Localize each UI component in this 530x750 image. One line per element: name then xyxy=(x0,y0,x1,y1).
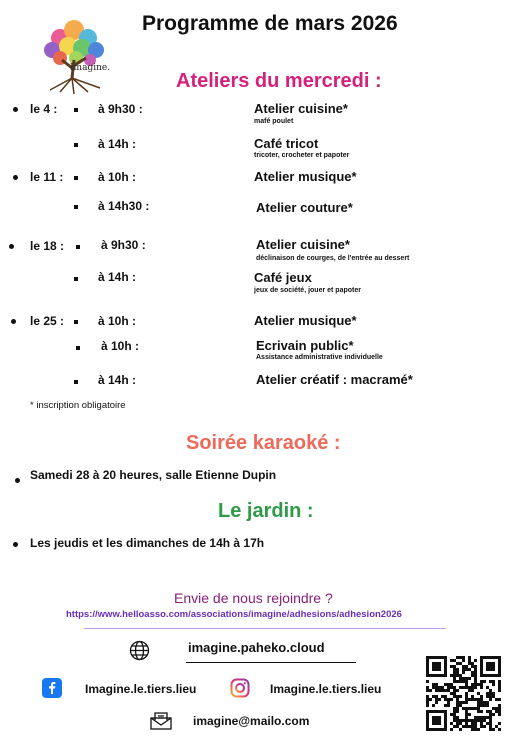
join-text: Envie de nous rejoindre ? xyxy=(174,590,333,606)
bullet-dot xyxy=(13,107,18,112)
instagram-icon[interactable] xyxy=(230,678,250,698)
row-activity: Atelier musique* xyxy=(254,169,357,184)
bullet-square xyxy=(74,277,78,281)
bullet-dot xyxy=(11,319,16,324)
bullet-dot xyxy=(9,244,14,249)
bullet-dot xyxy=(15,478,20,483)
email-address[interactable]: imagine@mailo.com xyxy=(193,714,310,728)
bullet-square xyxy=(74,143,78,147)
logo-text: Imagine. xyxy=(70,63,111,73)
row-detail: tricoter, crocheter et papoter xyxy=(254,152,350,159)
row-detail: déclinaison de courges, de l'entrée au dessert xyxy=(256,255,410,262)
join-link[interactable]: https://www.helloasso.com/associations/imagine/adhesions/adhesion2026 xyxy=(66,609,402,620)
row-activity: Atelier couture* xyxy=(256,200,353,215)
row-time: à 14h : xyxy=(98,373,137,387)
page-title: Programme de mars 2026 xyxy=(142,12,398,35)
row-time: à 9h30 : xyxy=(101,238,146,252)
website-underline xyxy=(186,662,356,663)
row-detail: jeux de société, jouer et papoter xyxy=(254,287,361,294)
bullet-square xyxy=(76,346,80,350)
row-time: à 14h : xyxy=(98,137,137,151)
row-date: le 25 : xyxy=(30,314,65,328)
row-time: à 10h : xyxy=(98,170,137,184)
row-date: le 18 : xyxy=(30,239,65,253)
website-link[interactable]: imagine.paheko.cloud xyxy=(188,640,325,655)
bullet-square xyxy=(74,108,78,112)
row-activity: Atelier cuisine* xyxy=(256,237,350,252)
facebook-icon[interactable] xyxy=(42,678,62,698)
row-date: le 11 : xyxy=(30,170,64,184)
row-date: le 4 : xyxy=(30,102,58,116)
row-detail: mafé poulet xyxy=(254,118,294,125)
row-activity: Atelier musique* xyxy=(254,313,357,328)
row-activity: Café jeux xyxy=(254,270,312,285)
row-detail: Assistance administrative individuelle xyxy=(256,354,383,361)
jardin-heading: Le jardin : xyxy=(218,500,314,522)
row-time: à 14h30 : xyxy=(98,199,150,213)
row-activity: Café tricot xyxy=(254,136,319,151)
ateliers-heading: Ateliers du mercredi : xyxy=(176,70,382,92)
instagram-handle[interactable]: Imagine.le.tiers.lieu xyxy=(270,682,382,696)
row-time: à 9h30 : xyxy=(98,102,143,116)
bullet-square xyxy=(74,320,78,324)
mail-icon xyxy=(150,712,172,730)
row-activity: Atelier cuisine* xyxy=(254,101,348,116)
row-time: à 14h : xyxy=(98,270,137,284)
bullet-square xyxy=(76,245,80,249)
row-activity: Ecrivain public* xyxy=(256,338,354,353)
bullet-dot xyxy=(13,175,18,180)
bullet-square xyxy=(74,205,78,209)
bullet-dot xyxy=(13,542,18,547)
jardin-line: Les jeudis et les dimanches de 14h à 17h xyxy=(30,536,265,550)
facebook-handle[interactable]: Imagine.le.tiers.lieu xyxy=(85,682,197,696)
logo-tree-image xyxy=(30,16,120,98)
bullet-square xyxy=(74,176,78,180)
row-time: à 10h : xyxy=(98,314,137,328)
qr-code[interactable] xyxy=(426,656,501,731)
registration-note: * inscription obligatoire xyxy=(30,400,126,411)
karaoke-heading: Soirée karaoké : xyxy=(186,432,341,454)
row-time: à 10h : xyxy=(101,339,140,353)
karaoke-line: Samedi 28 à 20 heures, salle Etienne Dupin xyxy=(30,468,277,482)
bullet-square xyxy=(74,380,78,384)
globe-icon xyxy=(129,640,150,661)
divider xyxy=(84,628,446,629)
row-activity: Atelier créatif : macramé* xyxy=(256,372,413,387)
